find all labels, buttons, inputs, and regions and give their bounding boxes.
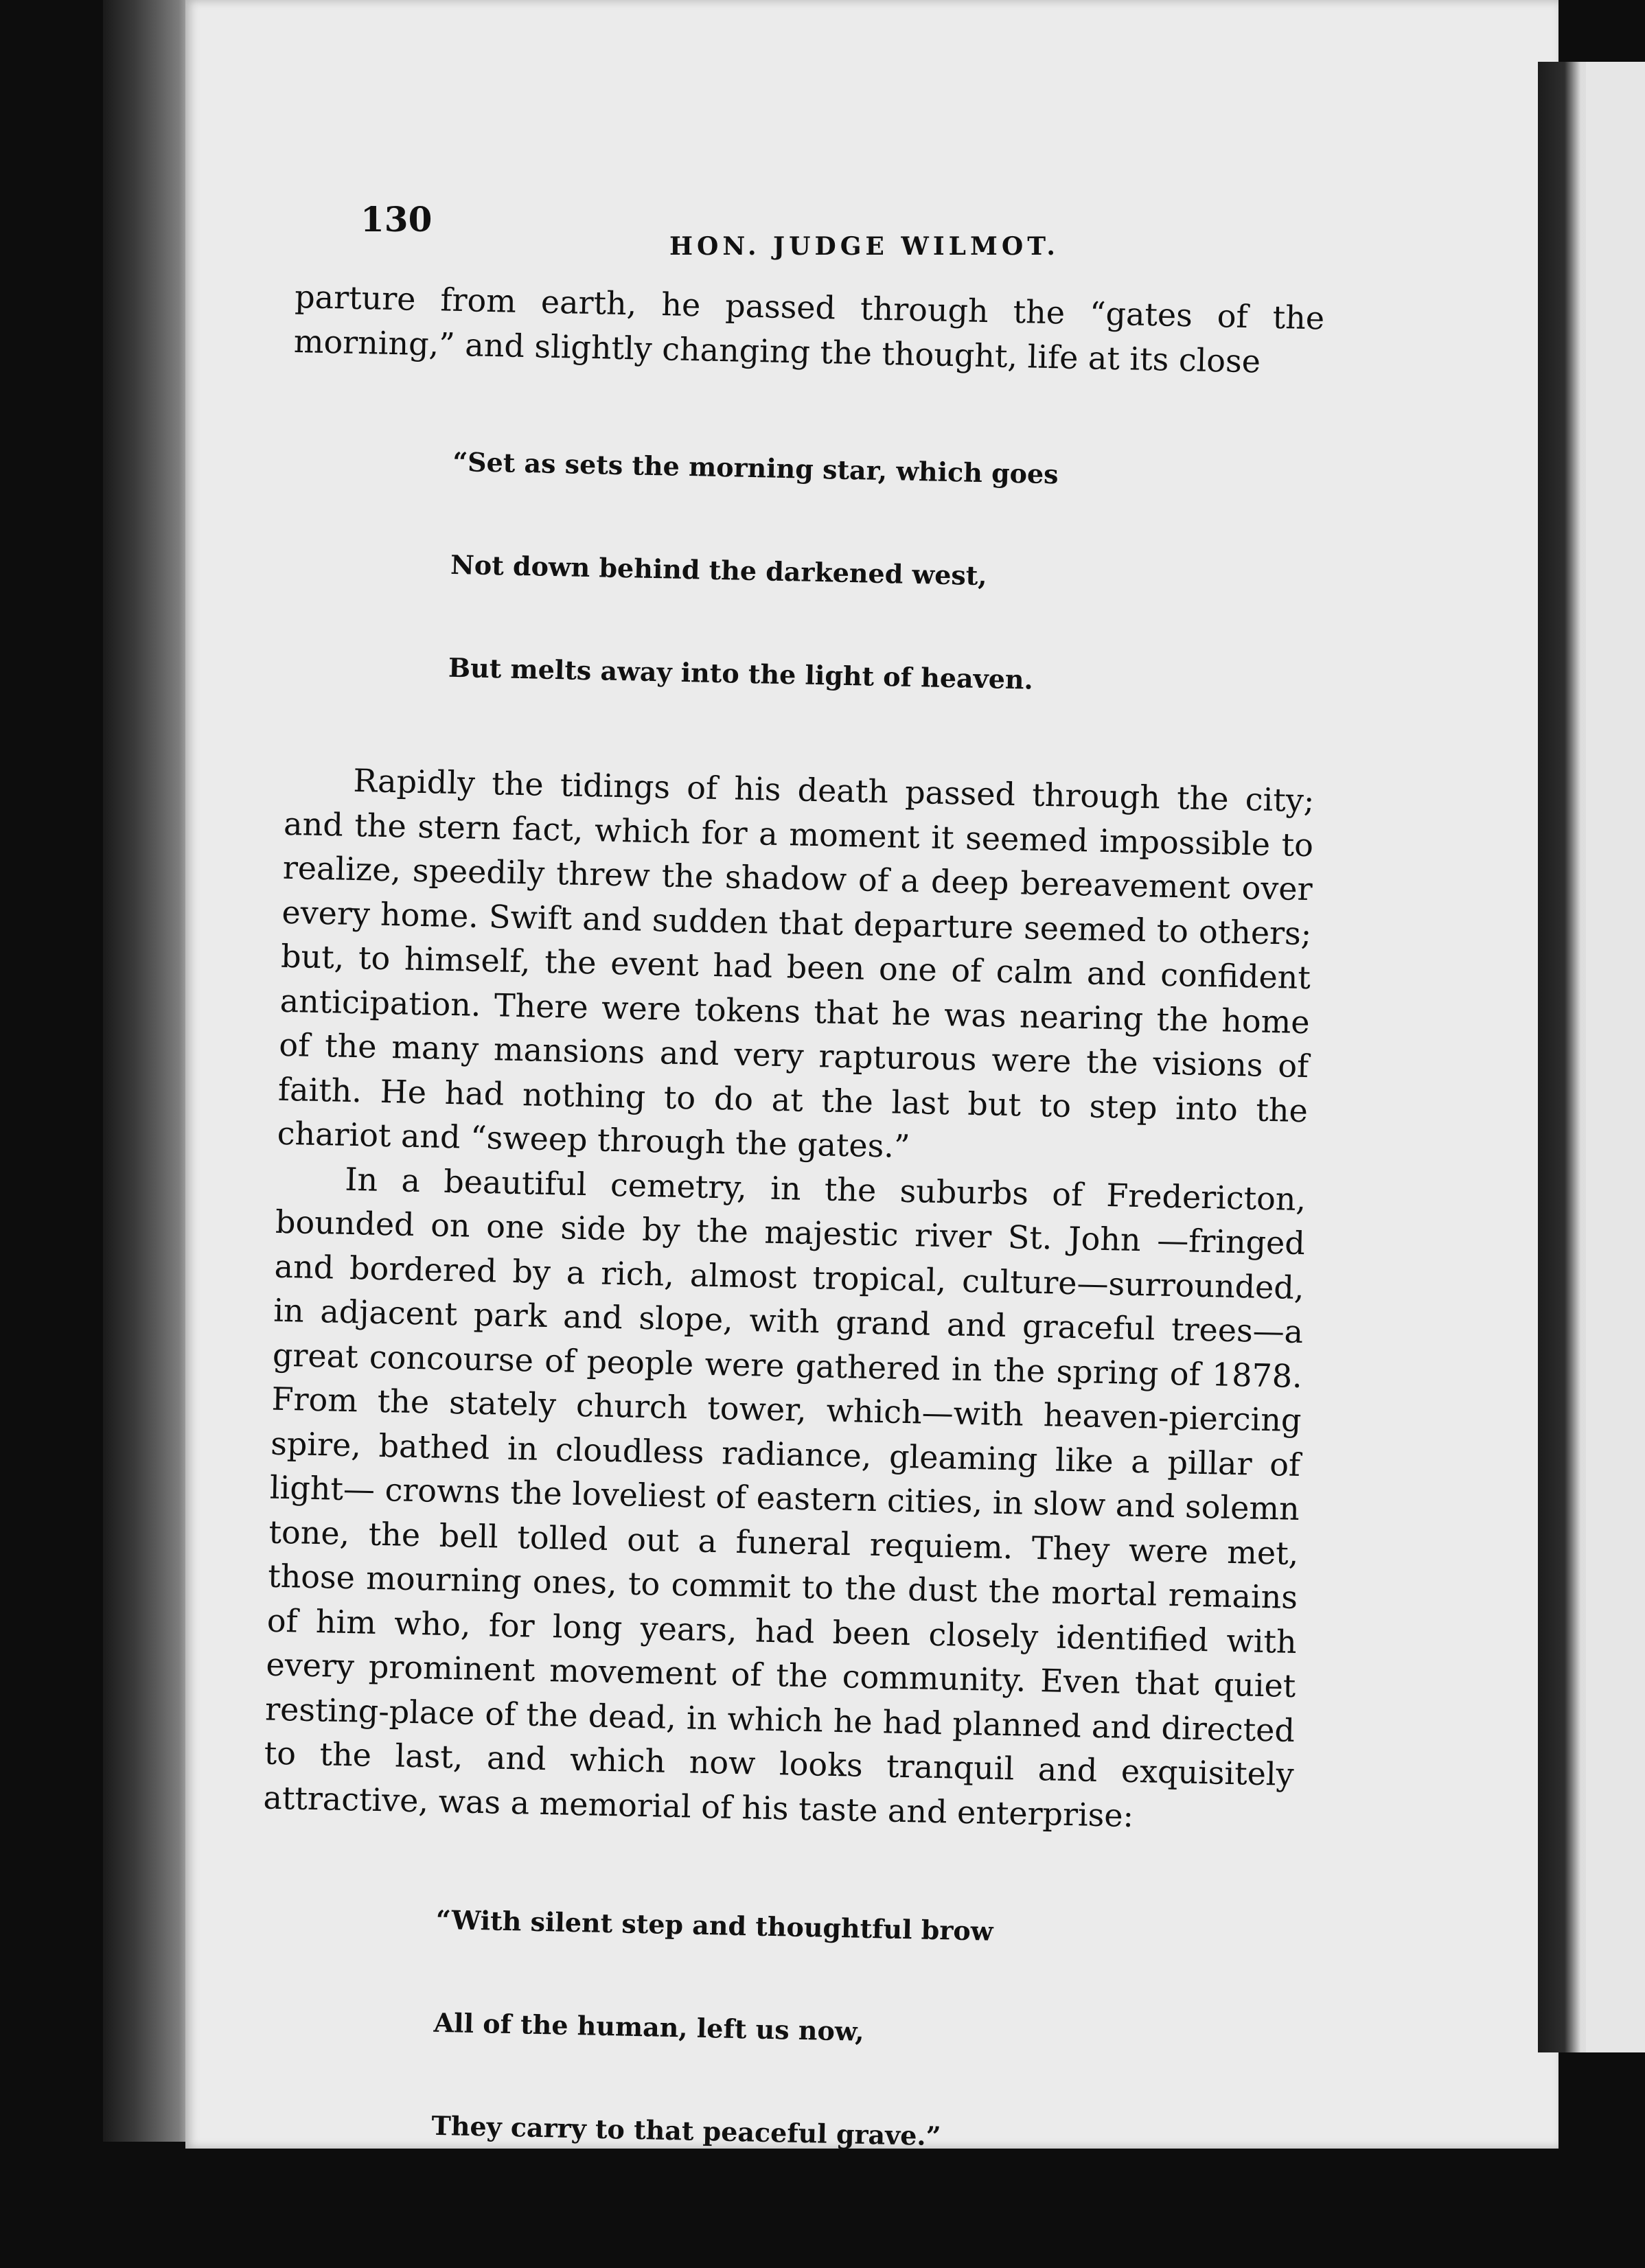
paragraph: In a beautiful cemetry, in the suburbs of Fredericton, bounded on one side by the majestic river St. John —fringed and bordered by a rich, almost tropical, culture—surrounded, in adjacent park and slope, with grand and graceful trees—a great concourse of people were gathered in the spring of 1878. From the stately church tower, which—with heaven-piercing spire, bathed in cloudless radiance, gleaming like a pillar of light— crowns the loveliest of eastern cities, in slow and solemn tone, the bell tolled out a funeral requiem. They were met, those mourning ones, to commit to the dust the mortal remains of him who, for long years, had been closely identified with every prominent movement of the community. Even that quiet resting-place of the dead, in which he had planned and directed to the last, and which now looks tranquil and exquisitely attractive, was a memorial of his taste and enterprise: [262,1160,1307,1834]
verse-line: But melts away into the light of heaven. [448,651,1034,695]
verse-quotation-1 [285,373,1370,773]
verse-line: “Set as sets the morning star, which goes [452,445,1059,490]
running-head: HON. JUDGE WILMOT. [669,232,1059,261]
page-body [255,275,1373,2237]
verse-line: “With silent step and thoughtful brow [435,1903,993,1947]
paragraph: Rapidly the tidings of his death passed through the city; and the stern fact, which for a moment it seemed impossible to realize, speedily threw the shadow of a deep bereavement over every home. Swift and sudden that departure seemed to others; but, to himself, the event had been one of calm and confident anticipation. There were tokens that he was nearing the home of the many mansions and very rapturous were the visions of faith. He had nothing to do at the last but to step into the chariot and “sweep through the gates.” [277,761,1315,1166]
facing-page-edge [1538,62,1645,2052]
page-number: 130 [360,199,433,240]
verse-line: They carry to that peaceful grave.” [431,2109,941,2152]
facing-page-sliver [1586,62,1645,2052]
paragraph-continued: parture from earth, he passed through the “gates of the morning,” and slightly changing the thought, life at its close [293,277,1325,380]
verse-line: Not down behind the darkened west, [450,548,988,592]
book-binding-gutter [103,0,192,2142]
verse-line: All of the human, left us now, [433,2006,865,2047]
verse-quotation-2 [255,1831,1340,2231]
